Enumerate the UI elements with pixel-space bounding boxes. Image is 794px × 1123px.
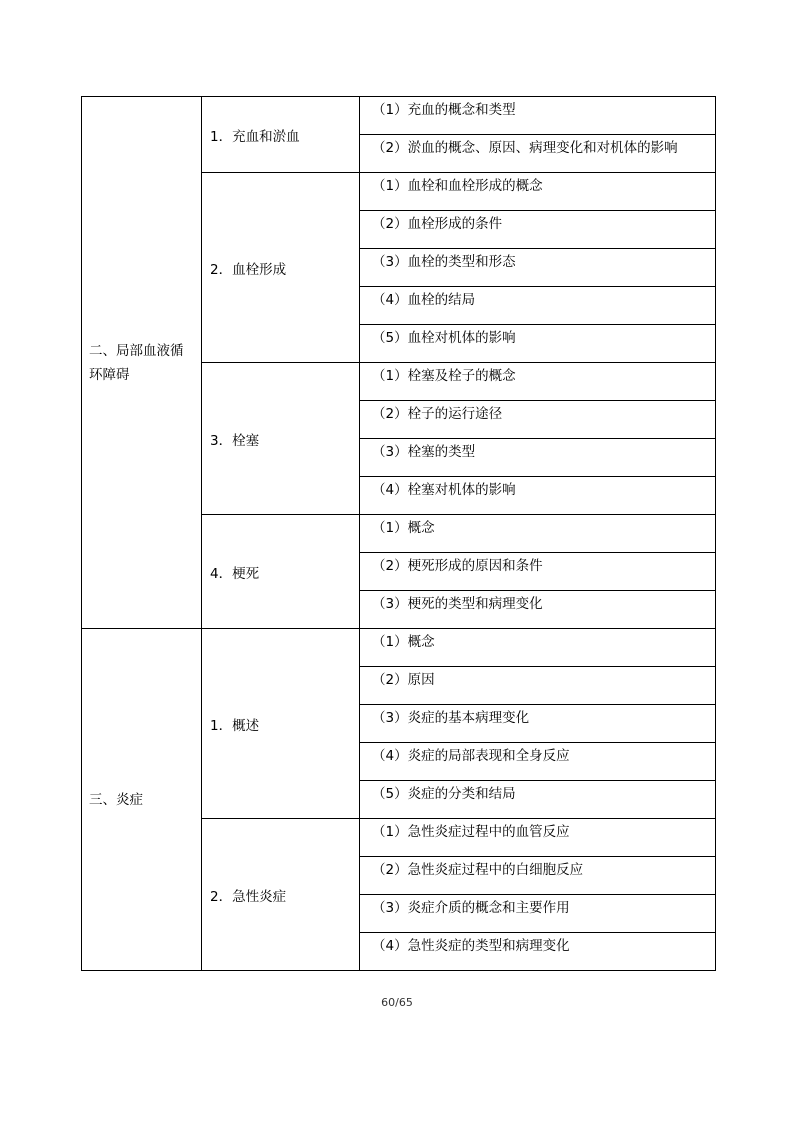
subtopic-item: （3）血栓的类型和形态 [360, 249, 716, 287]
subtopic-item: （2）急性炎症过程中的白细胞反应 [360, 857, 716, 895]
syllabus-table [81, 96, 716, 971]
subtopic-item: （2）血栓形成的条件 [360, 211, 716, 249]
section-title: 三、炎症 [82, 629, 202, 971]
subtopic-item: （2）原因 [360, 667, 716, 705]
subtopic-item: （1）充血的概念和类型 [360, 97, 716, 135]
subtopic-item: （4）急性炎症的类型和病理变化 [360, 933, 716, 971]
subtopic-item: （1）概念 [360, 629, 716, 667]
subtopic-item: （5）炎症的分类和结局 [360, 781, 716, 819]
subtopic-item: （1）急性炎症过程中的血管反应 [360, 819, 716, 857]
subtopic-item: （2）淤血的概念、原因、病理变化和对机体的影响 [360, 135, 716, 173]
subtopic-item: （1）概念 [360, 515, 716, 553]
subtopic-item: （3）炎症的基本病理变化 [360, 705, 716, 743]
page-number: 60/65 [381, 996, 413, 1009]
topic-title: 4．梗死 [202, 515, 360, 629]
subtopic-item: （2）栓子的运行途径 [360, 401, 716, 439]
topic-title: 3．栓塞 [202, 363, 360, 515]
table-row [82, 97, 716, 135]
subtopic-item: （4）栓塞对机体的影响 [360, 477, 716, 515]
subtopic-item: （4）炎症的局部表现和全身反应 [360, 743, 716, 781]
topic-title: 1．充血和淤血 [202, 97, 360, 173]
topic-title: 2．急性炎症 [202, 819, 360, 971]
topic-title: 1．概述 [202, 629, 360, 819]
topic-title: 2．血栓形成 [202, 173, 360, 363]
section-title: 二、局部血液循环障碍 [82, 97, 202, 629]
subtopic-item: （1）栓塞及栓子的概念 [360, 363, 716, 401]
subtopic-item: （5）血栓对机体的影响 [360, 325, 716, 363]
subtopic-item: （3）栓塞的类型 [360, 439, 716, 477]
subtopic-item: （2）梗死形成的原因和条件 [360, 553, 716, 591]
subtopic-item: （4）血栓的结局 [360, 287, 716, 325]
subtopic-item: （3）梗死的类型和病理变化 [360, 591, 716, 629]
table-row [82, 629, 716, 667]
subtopic-item: （1）血栓和血栓形成的概念 [360, 173, 716, 211]
subtopic-item: （3）炎症介质的概念和主要作用 [360, 895, 716, 933]
